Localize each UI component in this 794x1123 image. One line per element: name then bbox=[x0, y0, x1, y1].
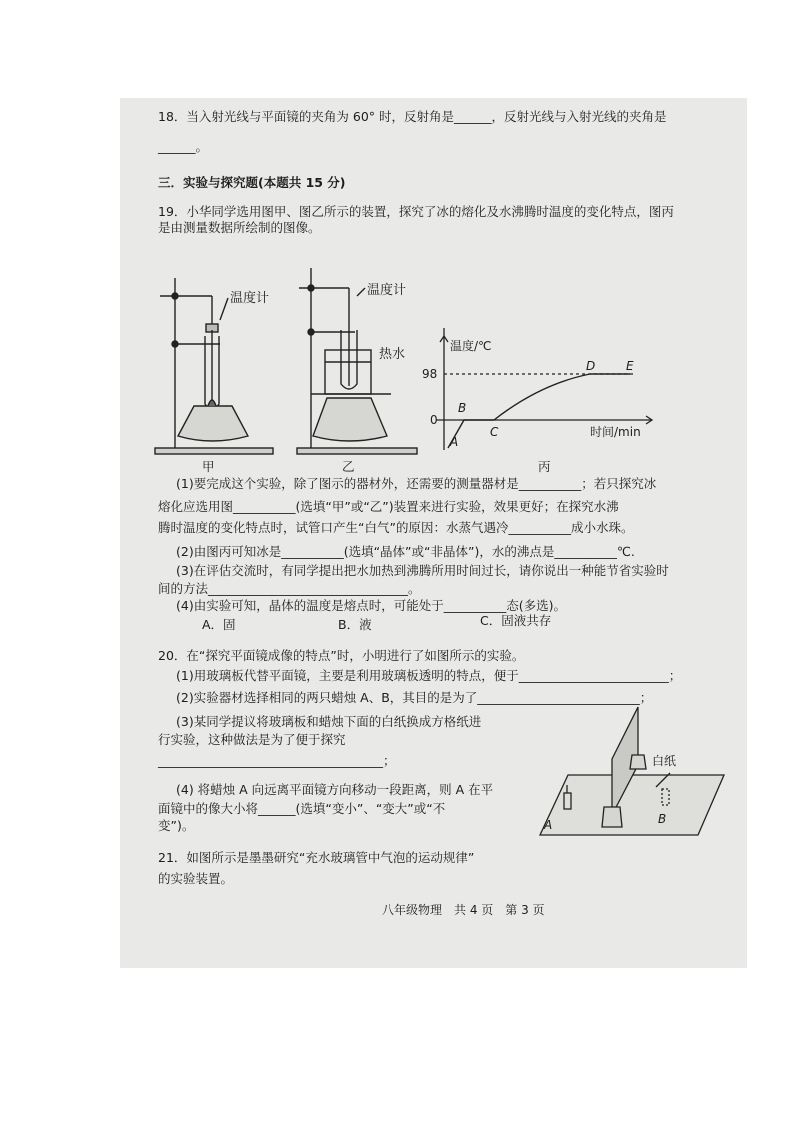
q20-part3-line2: 行实验，这种做法是为了便于探究 bbox=[158, 732, 346, 747]
q21-line1: 21．如图所示是墨墨研究“充水玻璃管中气泡的运动规律” bbox=[158, 850, 475, 865]
graph-xlabel: 时间/min bbox=[590, 425, 641, 439]
q20-part2: (2)实验器材选择相同的两只蜡烛 A、B，其目的是为了__________________________； bbox=[176, 690, 653, 705]
q19-part2: (2)由图丙可知冰是__________(选填“晶体”或“非晶体”)，水的沸点是__________℃. bbox=[176, 544, 635, 559]
caption-jia: 甲 bbox=[202, 459, 215, 474]
q21-line2: 的实验装置。 bbox=[158, 871, 234, 886]
q19-option-a: A．固 bbox=[202, 617, 236, 632]
point-e-label: E bbox=[626, 359, 634, 373]
q20-intro: 20．在“探究平面镜成像的特点”时，小明进行了如图所示的实验。 bbox=[158, 648, 525, 663]
caption-yi: 乙 bbox=[342, 459, 355, 474]
q19-option-b: B．液 bbox=[338, 617, 372, 632]
point-b-label: B bbox=[458, 401, 467, 415]
q19-part1-line2: 熔化应选用图__________(选填“甲”或“乙”)装置来进行实验，效果更好；在探究水沸 bbox=[158, 499, 619, 514]
q19-part3-line2: 间的方法________________________________。 bbox=[158, 581, 421, 596]
tick-0: 0 bbox=[430, 413, 438, 427]
hot-water-label: 热水 bbox=[379, 347, 406, 362]
q19-option-c: C．固液共存 bbox=[480, 613, 552, 628]
q18-line2: ______。 bbox=[158, 139, 209, 154]
q19-part1-line1: (1)要完成这个实验，除了图示的器材外，还需要的测量器材是__________；若只探究冰 bbox=[176, 476, 657, 491]
caption-bing: 丙 bbox=[538, 459, 551, 474]
section-heading: 三．实验与探究题(本题共 15 分) bbox=[158, 175, 346, 190]
thermometer-label-jia: 温度计 bbox=[230, 291, 270, 306]
graph-ylabel: 温度/℃ bbox=[450, 339, 492, 353]
point-a-label: A bbox=[450, 435, 459, 449]
candle-b-label: B bbox=[658, 812, 667, 826]
q20-part4-line3: 变”)。 bbox=[158, 818, 195, 833]
temperature-time-graph bbox=[420, 328, 660, 458]
q19-intro-line2: 是由测量数据所绘制的图像。 bbox=[158, 220, 321, 235]
white-paper-label: 白纸 bbox=[652, 754, 677, 768]
exam-page bbox=[120, 98, 747, 968]
point-c-label: C bbox=[490, 425, 499, 439]
q20-part4-line2: 面镜中的像大小将______(选填“变小”、“变大”或“不 bbox=[158, 801, 446, 816]
q20-part3-line1: (3)某同学提议将玻璃板和蜡烛下面的白纸换成方格纸进 bbox=[176, 714, 482, 729]
q19-part1-line3: 腾时温度的变化特点时，试管口产生“白气”的原因：水蒸气遇冷__________成小水珠。 bbox=[158, 520, 634, 535]
q19-intro-line1: 19．小华同学选用图甲、图乙所示的装置，探究了冰的熔化及水沸腾时温度的变化特点，图丙 bbox=[158, 204, 674, 219]
q20-part1: (1)用玻璃板代替平面镜，主要是利用玻璃板透明的特点，便于________________________； bbox=[176, 668, 682, 683]
plane-mirror-figure bbox=[528, 703, 740, 843]
page-footer: 八年级物理 共 4 页 第 3 页 bbox=[382, 903, 545, 917]
q20-part4-line1: (4) 将蜡烛 A 向远离平面镜方向移动一段距离，则 A 在平 bbox=[176, 782, 494, 797]
q18-line1: 18．当入射光线与平面镜的夹角为 60° 时，反射角是______，反射光线与入射光线的夹角是 bbox=[158, 109, 667, 124]
q20-part3-line3: ____________________________________； bbox=[158, 753, 396, 768]
q19-part4: (4)由实验可知，晶体的温度是熔点时，可能处于__________态(多选)。 bbox=[176, 598, 566, 613]
candle-a-label: A bbox=[544, 818, 553, 832]
point-d-label: D bbox=[586, 359, 596, 373]
q19-part3-line1: (3)在评估交流时，有同学提出把水加热到沸腾所用时间过长，请你说出一种能节省实验时 bbox=[176, 563, 669, 578]
apparatus-figure-yi bbox=[295, 258, 425, 468]
tick-98: 98 bbox=[422, 367, 438, 381]
apparatus-figure-jia bbox=[150, 258, 280, 468]
thermometer-label-yi: 温度计 bbox=[367, 283, 407, 298]
